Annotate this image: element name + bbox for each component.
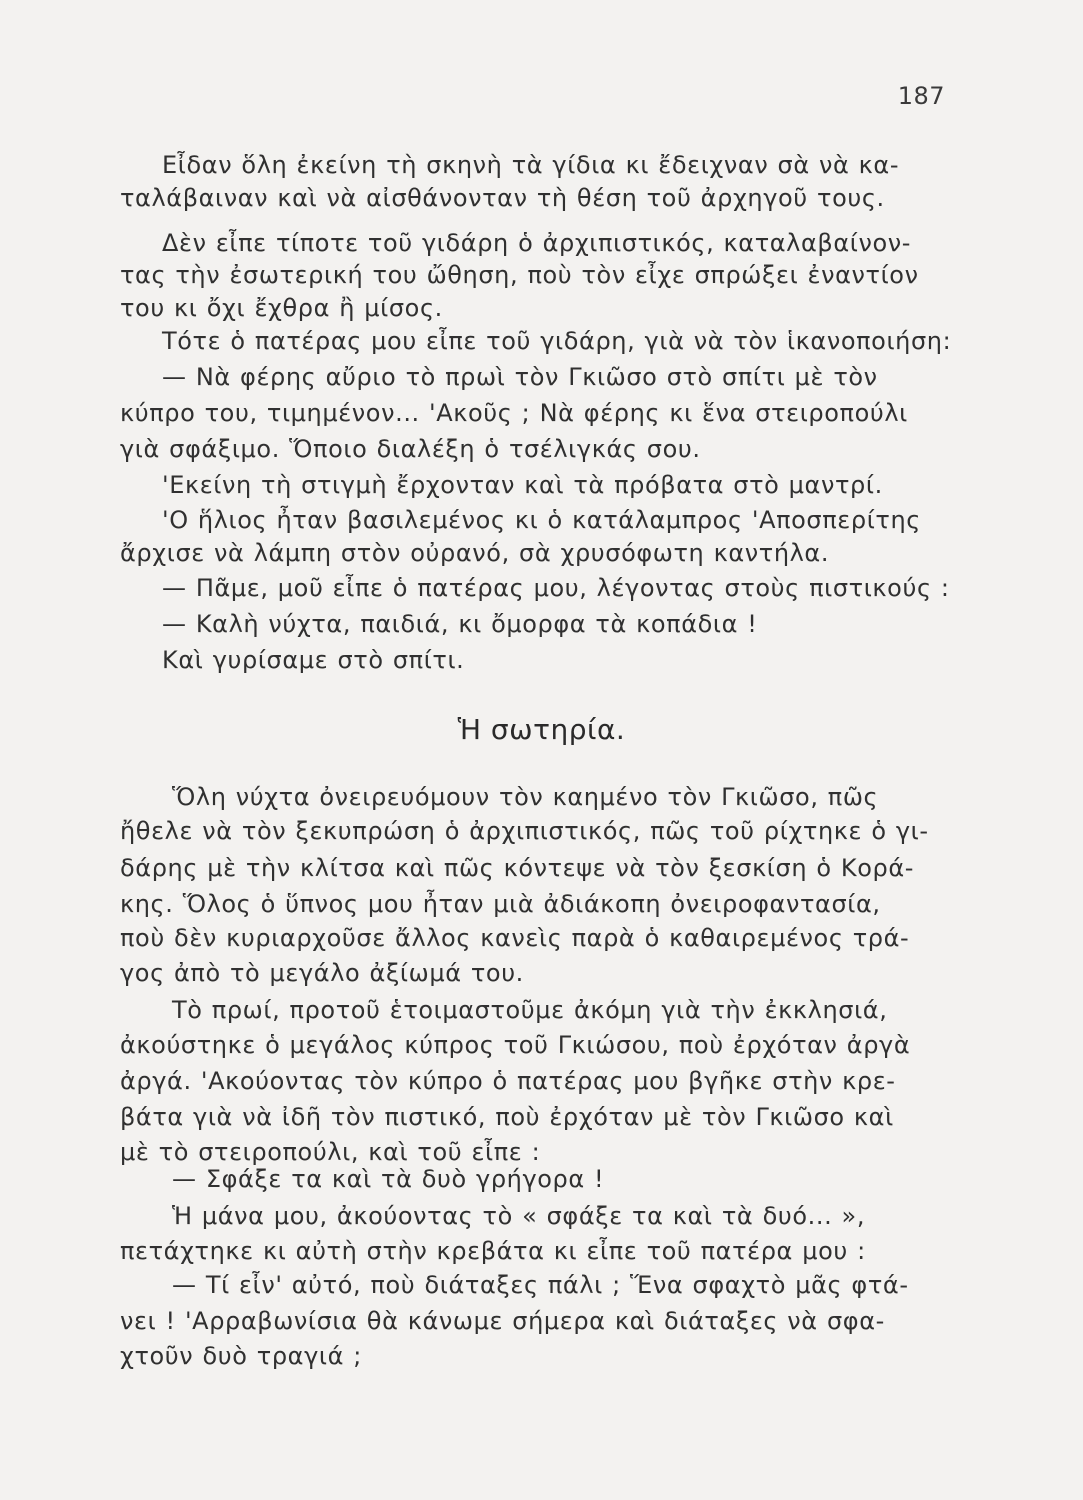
text-line: μὲ τὸ στειροπούλι, καὶ τοῦ εἶπε : <box>120 1138 541 1166</box>
text-line: γος ἀπὸ τὸ μεγάλο ἀξίωμά του. <box>120 959 524 987</box>
text-line: — Νὰ φέρης αὔριο τὸ πρωὶ τὸν Γκιῶσο στὸ σπίτι μὲ τὸν <box>162 363 878 391</box>
text-line: 'Ο ἥλιος ἦταν βασιλεμένος κι ὁ κατάλαμπρος 'Αποσπερίτης <box>162 506 921 534</box>
page-number: 187 <box>897 82 945 110</box>
text-line: νει ! 'Αρραβωνίσια θὰ κάνωμε σήμερα καὶ διάταξες νὰ σφα- <box>120 1307 885 1335</box>
section-heading: Ἡ σωτηρία. <box>457 713 626 746</box>
text-line: πετάχτηκε κι αὐτὴ στὴν κρεβάτα κι εἶπε τοῦ πατέρα μου : <box>120 1237 866 1265</box>
text-line: Ὅλη νύχτα ὀνειρευόμουν τὸν καημένο τὸν Γκιῶσο, πῶς <box>172 783 879 811</box>
text-line: 'Εκείνη τὴ στιγμὴ ἔρχονταν καὶ τὰ πρόβατα στὸ μαντρί. <box>162 471 883 499</box>
text-line: Εἶδαν ὅλη ἐκείνη τὴ σκηνὴ τὰ γίδια κι ἔδειχναν σὰ νὰ κα- <box>162 151 900 179</box>
text-line: δάρης μὲ τὴν κλίτσα καὶ πῶς κόντεψε νὰ τὸν ξεσκίση ὁ Κορά- <box>120 854 915 882</box>
text-line: χτοῦν δυὸ τραγιά ; <box>120 1342 362 1370</box>
text-line: ἄρχισε νὰ λάμπη στὸν οὐρανό, σὰ χρυσόφωτη καντήλα. <box>120 539 830 567</box>
text-line: — Καλὴ νύχτα, παιδιά, κι ὄμορφα τὰ κοπάδια ! <box>162 610 758 638</box>
text-line: τας τὴν ἐσωτερική του ὤθηση, ποὺ τὸν εἶχε σπρώξει ἐναντίον <box>120 261 919 289</box>
text-line: ἤθελε νὰ τὸν ξεκυπρώση ὁ ἀρχιπιστικός, πῶς τοῦ ρίχτηκε ὁ γι- <box>120 817 929 845</box>
text-line: Καὶ γυρίσαμε στὸ σπίτι. <box>162 646 465 674</box>
text-line: — Πᾶμε, μοῦ εἶπε ὁ πατέρας μου, λέγοντας στοὺς πιστικούς : <box>162 574 950 602</box>
text-line: γιὰ σφάξιμο. Ὅποιο διαλέξη ὁ τσέλιγκάς σου. <box>120 435 701 463</box>
text-line: Τὸ πρωί, προτοῦ ἑτοιμαστοῦμε ἀκόμη γιὰ τὴν ἐκκλησιά, <box>172 996 888 1024</box>
text-line: Δὲν εἶπε τίποτε τοῦ γιδάρη ὁ ἀρχιπιστικός, καταλαβαίνον- <box>162 229 912 257</box>
text-line: βάτα γιὰ νὰ ἰδῆ τὸν πιστικό, ποὺ ἐρχόταν μὲ τὸν Γκιῶσο καὶ <box>120 1103 894 1131</box>
text-line: ἀκούστηκε ὁ μεγάλος κύπρος τοῦ Γκιώσου, ποὺ ἐρχόταν ἀργὰ <box>120 1031 911 1059</box>
text-line: — Τί εἶν' αὐτό, ποὺ διάταξες πάλι ; Ἕνα σφαχτὸ μᾶς φτά- <box>172 1271 909 1299</box>
text-line: του κι ὄχι ἔχθρα ἢ μίσος. <box>120 294 443 322</box>
text-line: ποὺ δὲν κυριαρχοῦσε ἄλλος κανεὶς παρὰ ὁ καθαιρεμένος τρά- <box>120 924 910 952</box>
text-line: κης. Ὅλος ὁ ὕπνος μου ἦταν μιὰ ἀδιάκοπη ὀνειροφαντασία, <box>120 890 881 918</box>
text-line: ἀργά. 'Ακούοντας τὸν κύπρο ὁ πατέρας μου βγῆκε στὴν κρε- <box>120 1067 896 1095</box>
text-line: Τότε ὁ πατέρας μου εἶπε τοῦ γιδάρη, γιὰ νὰ τὸν ἱκανοποιήση: <box>162 327 952 355</box>
text-line: ταλάβαιναν καὶ νὰ αἰσθάνονταν τὴ θέση τοῦ ἀρχηγοῦ τους. <box>120 184 885 212</box>
text-line: Ἡ μάνα μου, ἀκούοντας τὸ « σφάξε τα καὶ τὰ δυό... », <box>172 1202 866 1230</box>
text-line: — Σφάξε τα καὶ τὰ δυὸ γρήγορα ! <box>172 1165 605 1193</box>
text-line: κύπρο του, τιμημένον... 'Ακοῦς ; Νὰ φέρης κι ἕνα στειροπούλι <box>120 399 908 427</box>
